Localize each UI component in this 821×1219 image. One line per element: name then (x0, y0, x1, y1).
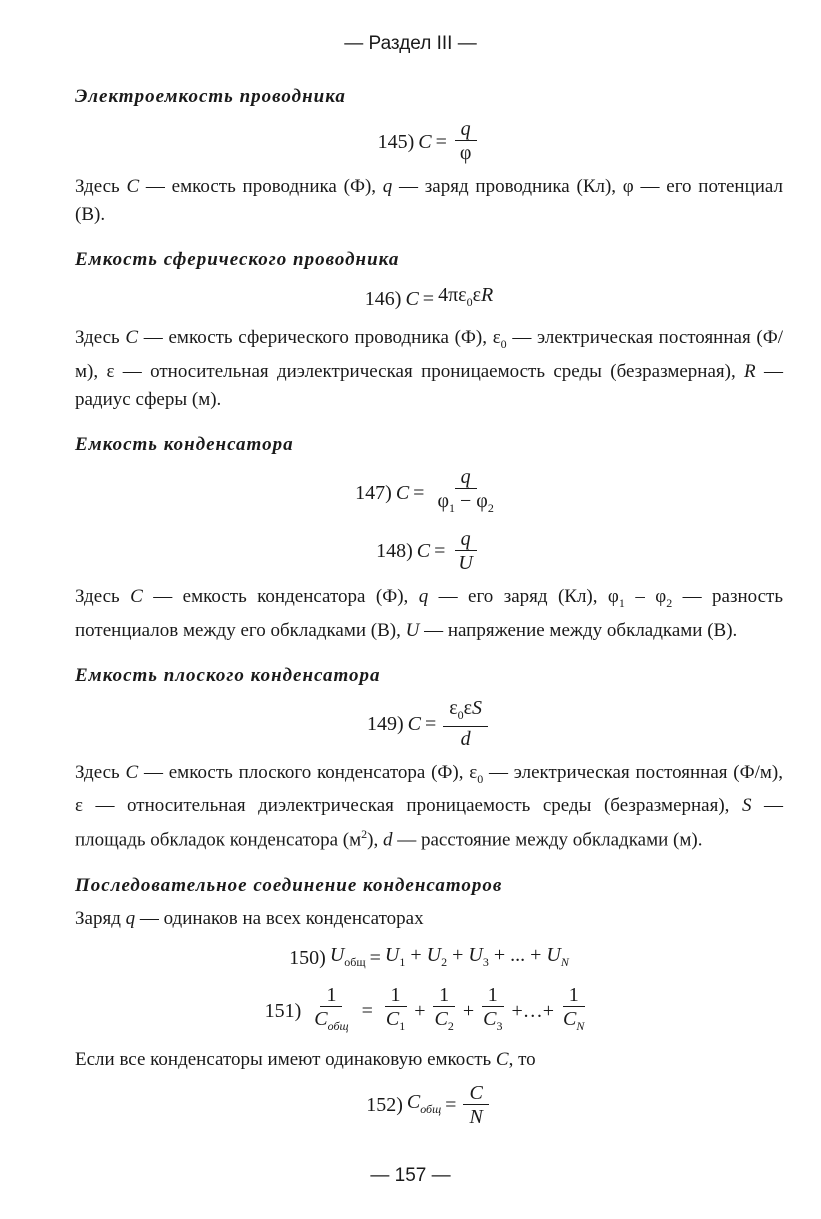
formula-number: 150) (289, 947, 326, 970)
section-title-capacitor-capacitance: Емкость конденсатора (75, 433, 294, 455)
description-145: Здесь C — емкость проводника (Ф), q — заряд проводника (Кл), φ — его потенциал (В). (75, 176, 784, 225)
running-header: — Раздел III — (344, 33, 477, 54)
description-147-148: Здесь C — емкость конденсатора (Ф), q — его заряд (Кл), $\varphi_1 - \varphi_2$ — разность потенциалов между его обкладками (В), U — напряжение между обкладками (В). (75, 585, 784, 641)
formula-number: 151) (264, 999, 302, 1022)
description-149: Здесь C — емкость плоского конденсатора (Ф), $\varepsilon_0$ — электрическая постоянная (Ф/м), ε — относительная диэлектрическая проницаемость среды (безразмерная), S — площадь обкладок конденсатора $(м^2)$, d — расстояние между обкладками (м). (75, 761, 784, 851)
formula-152: 152) $C_{общ}$ = $\frac{C}{N}$ (75, 1082, 783, 1129)
series-intro: Заряд q — одинаков на всех конденсаторах (75, 907, 424, 929)
formula-number: 146) (364, 287, 402, 310)
section-title-series-connection: Последовательное соединение конденсаторов (75, 874, 503, 896)
section-title-conductor-capacitance: Электроемкость проводника (75, 86, 346, 107)
formula-148: 148) C = $\frac{q}{U}$ (75, 528, 783, 575)
formula-151: 151) $\frac{1}{C_{общ}}$ = $\frac{1}{C_1}$ + $\frac{1}{C_2}$ + $\frac{1}{C_3}$ +…+ $\frac{1}{C_N}$ (264, 983, 585, 1033)
formula-number: 149) (366, 712, 404, 735)
formula-number: 145) (377, 130, 415, 153)
page-number: — 157 — (370, 1165, 451, 1186)
description-146: Здесь C — емкость сферического проводника (Ф), $\varepsilon_0$ — электрическая постоянная (Ф/м), ε — относительная диэлектрическая проницаемость среды (безразмерная), R — радиус сферы (м). (75, 327, 784, 410)
series-equal-capacitance-text: Если все конденсаторы имеют одинаковую емкость C, то (75, 1048, 536, 1070)
section-title-plate-capacitor: Емкость плоского конденсатора (75, 664, 381, 686)
section-title-spherical-capacitance: Емкость сферического проводника (75, 249, 400, 270)
formula-number: 152) (366, 1094, 403, 1117)
formula-number: 148) (376, 540, 413, 563)
formula-147: 147) C = $\frac{q}{\varphi_1 - \varphi_2}$ (355, 465, 494, 515)
formula-149: 149) C = $\frac{\varepsilon_0\varepsilon S}{d}$ (75, 697, 783, 751)
formula-number: 147) (355, 481, 392, 504)
formula-150: 150) $U_{общ}$ = $U_1 + U_2 + U_3$ + ... + $U_N$ (75, 941, 783, 976)
formula-146: 146) C = $4\pi\varepsilon_0\varepsilon R$ (75, 281, 783, 316)
page-body (75, 66, 783, 1137)
formula-145: 145) C = $\frac{q}{\varphi}$ (75, 118, 783, 165)
